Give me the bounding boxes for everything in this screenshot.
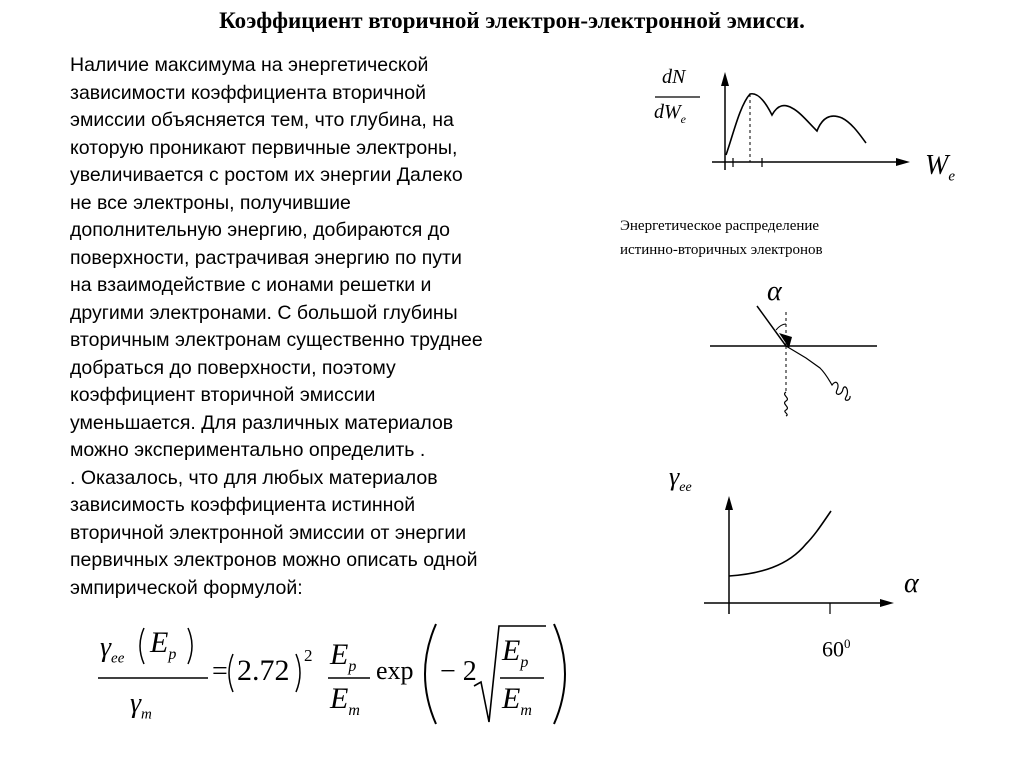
formula-equals: =	[212, 656, 228, 687]
body-line: которую проникают первичные электроны,	[70, 136, 458, 159]
formula-sqrt-ep	[502, 634, 528, 672]
ep-main: E	[150, 626, 169, 659]
formula-ep-num	[330, 638, 356, 676]
body-line: добраться до поверхности, поэтому	[70, 356, 396, 379]
electron-path	[786, 346, 850, 400]
formula-numerator	[100, 632, 124, 668]
empirical-formula	[96, 616, 576, 732]
formula-ep-arg	[150, 626, 176, 664]
body-line: можно экспериментально определить .	[70, 439, 426, 461]
body-line: вторичной электронной эмиссии от энергии	[70, 521, 467, 544]
caption-line: истинно-вторичных электронов	[620, 242, 823, 258]
graph1-y-label-num: dN	[662, 66, 686, 88]
formula-base: 2.72	[237, 654, 290, 687]
body-line: другими электронами. С большой глубины	[70, 301, 458, 324]
body-line: . Оказалось, что для любых материалов	[70, 466, 438, 489]
incident-ray	[757, 306, 786, 346]
big-right-paren	[554, 624, 565, 724]
formula-sqrt-em	[502, 682, 532, 720]
formula-lines	[96, 616, 97, 617]
sqrt-ep-sub: p	[520, 654, 529, 671]
formula-exp: exp	[376, 656, 414, 685]
ep-num-main: E	[330, 638, 349, 671]
graph2-tick-label	[822, 636, 851, 662]
body-line: Наличие максимума на энергетической	[70, 54, 429, 76]
gamma-m-symbol: γ	[130, 688, 142, 719]
graph2-x-arrow	[880, 599, 894, 607]
em-den-main: E	[330, 682, 349, 715]
body-line: первичных электронов можно описать одной	[70, 549, 478, 571]
gamma-m-sub: m	[141, 706, 152, 723]
formula-denominator	[130, 688, 152, 724]
big-left-paren	[425, 624, 436, 724]
graph2-y-main: γ	[669, 462, 680, 491]
graph1-y-den-main: dW	[654, 101, 681, 123]
body-line: увеличивается с ростом их энергии Далеко	[70, 164, 463, 186]
sqrt-em-main: E	[502, 682, 521, 715]
graph2-y-sub: ee	[679, 480, 692, 496]
body-line: на взаимодействие с ионами решетки и	[70, 274, 432, 296]
graph1-x-main: W	[925, 150, 949, 181]
formula-minus-two: − 2	[440, 656, 477, 687]
body-paragraph	[70, 52, 570, 602]
ep-num-sub: p	[348, 658, 357, 675]
formula-power: 2	[304, 646, 313, 665]
graph2-tick-sup: 0	[844, 636, 851, 651]
graph2-x-label: α	[904, 568, 919, 599]
sqrt-ep-main: E	[502, 634, 521, 667]
sqrt-em-sub: m	[520, 702, 532, 719]
body-line: не все электроны, получившие	[70, 191, 351, 214]
graph1-x-sub: e	[948, 168, 955, 185]
graph1-caption	[620, 214, 920, 262]
body-line: эмпирической формулой:	[70, 576, 303, 599]
graph2-curve	[729, 511, 831, 576]
body-line: коэффициент вторичной эмиссии	[70, 384, 376, 406]
right-paren-gamma	[188, 628, 192, 664]
angle-arc	[776, 324, 786, 330]
formula-em-den	[330, 682, 360, 720]
right-paren-base	[296, 654, 300, 692]
body-line: уменьшается. Для различных материалов	[70, 411, 454, 434]
graph2-tick-main: 60	[822, 636, 844, 662]
graph2-y-arrow	[725, 496, 733, 510]
gamma-symbol: γ	[100, 632, 112, 663]
ep-sub: p	[168, 646, 177, 663]
left-paren-gamma	[140, 628, 144, 664]
graph2-y-label	[669, 462, 692, 496]
left-paren-base	[229, 654, 233, 692]
body-line: поверхности, растрачивая энергию по пути	[70, 246, 462, 269]
slide-title: Коэффициент вторичной электрон-электронной эмисси.	[219, 8, 805, 33]
graph1-x-arrow	[896, 158, 910, 166]
secondary-wiggle	[785, 392, 788, 416]
graph1-y-label-den	[654, 101, 686, 127]
graph2-plot	[0, 0, 1, 1]
caption-line: Энергетическое распределение	[620, 218, 820, 234]
graph1-y-den-sub: e	[680, 112, 686, 126]
graph1-x-label	[925, 150, 955, 186]
body-line: эмиссии объясняется тем, что глубина, на	[70, 109, 454, 131]
body-line: дополнительную энергию, добираются до	[70, 219, 450, 241]
gamma-sub-ee: ee	[111, 650, 125, 667]
body-line: зависимость коэффициента истинной	[70, 494, 416, 516]
body-line: вторичным электронам существенно труднее	[70, 329, 483, 351]
diagram-angle-label: α	[767, 276, 782, 307]
body-line: зависимости коэффициента вторичной	[70, 81, 426, 104]
em-den-sub: m	[348, 702, 360, 719]
graph1-y-arrow	[721, 72, 729, 86]
graph1-curve	[726, 94, 866, 155]
